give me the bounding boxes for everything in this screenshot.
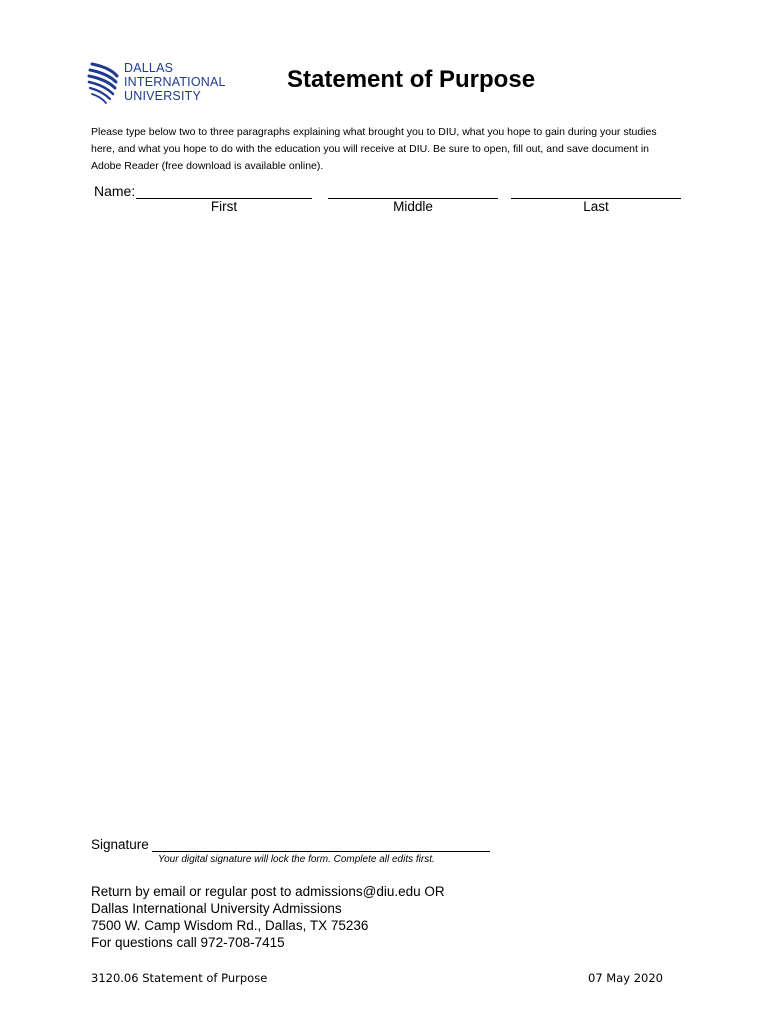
first-name-label: First (210, 199, 238, 214)
logo-text-international: INTERNATIONAL (124, 75, 226, 89)
university-logo (86, 60, 236, 106)
middle-name-label: Middle (393, 199, 433, 214)
first-name-field[interactable] (136, 181, 314, 197)
diu-swoosh-icon (86, 60, 120, 106)
signature-label: Signature (91, 837, 149, 852)
footer-date: 07 May 2020 (588, 971, 663, 985)
statement-text-area[interactable] (92, 228, 686, 832)
return-line-office: Dallas International University Admissions (91, 901, 342, 916)
return-line-email: Return by email or regular post to admissions@diu.edu OR (91, 884, 445, 899)
logo-text-dallas: DALLAS (124, 61, 174, 75)
last-name-label: Last (583, 199, 609, 214)
footer-document-id: 3120.06 Statement of Purpose (91, 971, 268, 985)
return-info (91, 883, 445, 951)
return-line-phone: For questions call 972-708-7415 (91, 935, 285, 950)
return-line-address: 7500 W. Camp Wisdom Rd., Dallas, TX 75236 (91, 918, 369, 933)
signature-field[interactable] (152, 851, 490, 852)
last-name-field[interactable] (511, 181, 683, 197)
signature-note: Your digital signature will lock the form. Complete all edits first. (158, 854, 435, 865)
instructions-text: Please type below two to three paragraphs explaining what brought you to DIU, what you hope to gain during your studies here, and what you hope to do with the education you will receive at DIU. Be sure to open, fill out, and save document in Adobe Reader (free download is available online). (91, 126, 657, 172)
page-title: Statement of Purpose (287, 66, 536, 93)
middle-name-field[interactable] (328, 181, 500, 197)
name-label: Name: (94, 183, 136, 199)
logo-text-university: UNIVERSITY (124, 89, 202, 103)
